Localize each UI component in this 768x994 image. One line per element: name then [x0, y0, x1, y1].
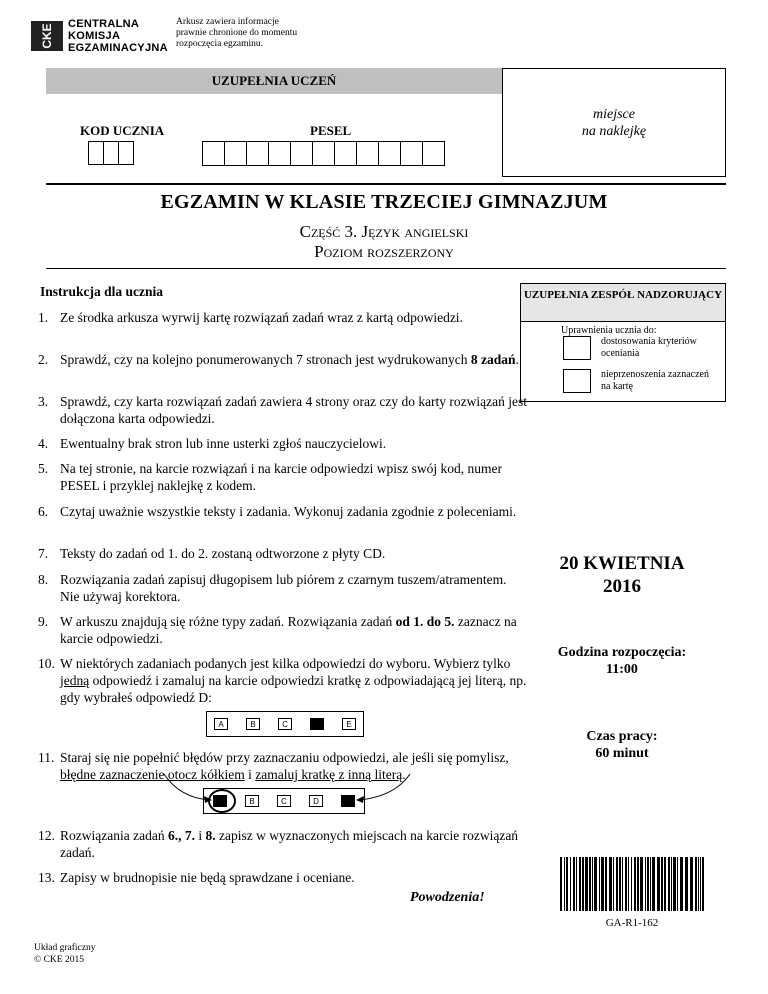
instruction-item: 13. Zapisy w brudnopisie nie będą sprawdzane i oceniane.	[38, 870, 355, 885]
no-transfer-checkbox[interactable]	[563, 369, 591, 393]
footer: Układ graficzny © CKE 2015	[34, 943, 96, 965]
exam-title: EGZAMIN W KLASIE TRZECIEJ GIMNAZJUM	[160, 191, 608, 213]
instruction-item: 7. Teksty do zadań od 1. do 2. zostaną odtworzone z płyty CD.	[38, 546, 386, 561]
instruction-item: 4. Ewentualny brak stron lub inne usterki zgłoś nauczycielowi.	[38, 436, 387, 451]
answer-example-row	[206, 711, 364, 737]
pesel-label: PESEL	[310, 123, 352, 138]
instruction-item: 8. Rozwiązania zadań zapisuj długopisem lub piórem z czarnym tuszem/atramentem. Nie używaj korektora.	[38, 572, 507, 604]
answer-box-c: C	[277, 795, 291, 807]
start-time: Godzina rozpoczęcia: 11:00	[557, 645, 687, 677]
answer-box-d: D	[309, 795, 323, 807]
answer-box-c: C	[278, 718, 292, 730]
cke-logo-mark: CKE	[31, 21, 63, 51]
instruction-item: 11. Staraj się nie popełnić błędów przy zaznaczaniu odpowiedzi, ale jeśli się pomylisz, błędne zaznaczenie otocz kółkiem i zamaluj kratkę z inną literą.	[38, 750, 509, 782]
instruction-item: 5. Na tej stronie, na karcie rozwiązań i na karcie odpowiedzi wpisz swój kod, numer PESEL i przyklej naklejkę z kodem.	[38, 461, 502, 493]
duration: Czas pracy: 60 minut	[586, 729, 658, 761]
instruction-item: 10. W niektórych zadaniach podanych jest kilka odpowiedzi do wyboru. Wybierz tylko jedną odpowiedź i zamaluj na karcie odpowiedzi kratkę z odpowiadającą jej literą, np. gdy wybrałeś odpowiedź D:	[38, 656, 527, 705]
instruction-item: 6. Czytaj uważnie wszystkie teksty i zadania. Wykonuj zadania zgodnie z poleceniami.	[38, 504, 517, 519]
barcode-text: GA-R1-162	[605, 917, 659, 929]
supervisor-panel-heading: UZUPEŁNIA ZESPÓŁ NADZORUJĄCY	[521, 284, 725, 322]
instruction-item: 2. Sprawdź, czy na kolejno ponumerowanych 7 stronach jest wydrukowanych 8 zadań.	[38, 352, 519, 367]
adjusted-criteria-checkbox[interactable]	[563, 336, 591, 360]
student-section-bar: UZUPEŁNIA UCZEŃ	[46, 68, 502, 94]
good-luck: Powodzenia!	[410, 890, 485, 905]
no-transfer-label: nieprzenoszenia zaznaczeń na kartę	[601, 369, 709, 392]
student-code-field[interactable]	[88, 141, 133, 165]
adjusted-criteria-label: dostosowania kryteriów oceniania	[601, 336, 697, 359]
student-code-label: KOD UCZNIA	[80, 123, 165, 138]
confidential-notice: Arkusz zawiera informacje prawnie chronione do momentu rozpoczęcia egzaminu.	[176, 17, 298, 49]
cke-logo-text: CENTRALNA KOMISJA EGZAMINACYJNA	[68, 18, 168, 54]
answer-box-b: B	[246, 718, 260, 730]
error-circle	[208, 789, 236, 813]
answer-box-b: B	[245, 795, 259, 807]
instruction-item: 9. W arkuszu znajdują się różne typy zadań. Rozwiązania zadań od 1. do 5. zaznacz na karcie odpowiedzi.	[38, 614, 517, 646]
sticker-placeholder: miejsce na naklejkę	[502, 68, 726, 177]
exam-date: 20 KWIETNIA 2016	[559, 553, 685, 597]
pesel-field[interactable]	[202, 141, 444, 166]
rights-label: Uprawnienia ucznia do:	[561, 325, 657, 336]
answer-box-a: A	[214, 718, 228, 730]
instructions-heading: Instrukcja dla ucznia	[40, 284, 164, 299]
divider	[46, 183, 726, 185]
answer-box-e: E	[342, 718, 356, 730]
divider	[46, 268, 726, 269]
instruction-item: 3. Sprawdź, czy karta rozwiązań zadań zawiera 4 strony oraz czy do karty rozwiązań jest dołączona karta odpowiedzi.	[38, 394, 528, 426]
answer-box-d-filled	[310, 718, 324, 730]
answer-box-e-filled	[341, 795, 355, 807]
instruction-item: 12. Rozwiązania zadań 6., 7. i 8. zapisz w wyznaczonych miejscach na karcie rozwiązań zadań.	[38, 828, 519, 860]
barcode	[560, 857, 704, 911]
instruction-item: 1. Ze środka arkusza wyrwij kartę rozwiązań zadań wraz z kartą odpowiedzi.	[38, 310, 463, 325]
exam-level: Poziom rozszerzony	[314, 242, 454, 261]
supervisor-panel	[520, 283, 726, 402]
exam-part: Część 3. Język angielski	[299, 222, 469, 241]
